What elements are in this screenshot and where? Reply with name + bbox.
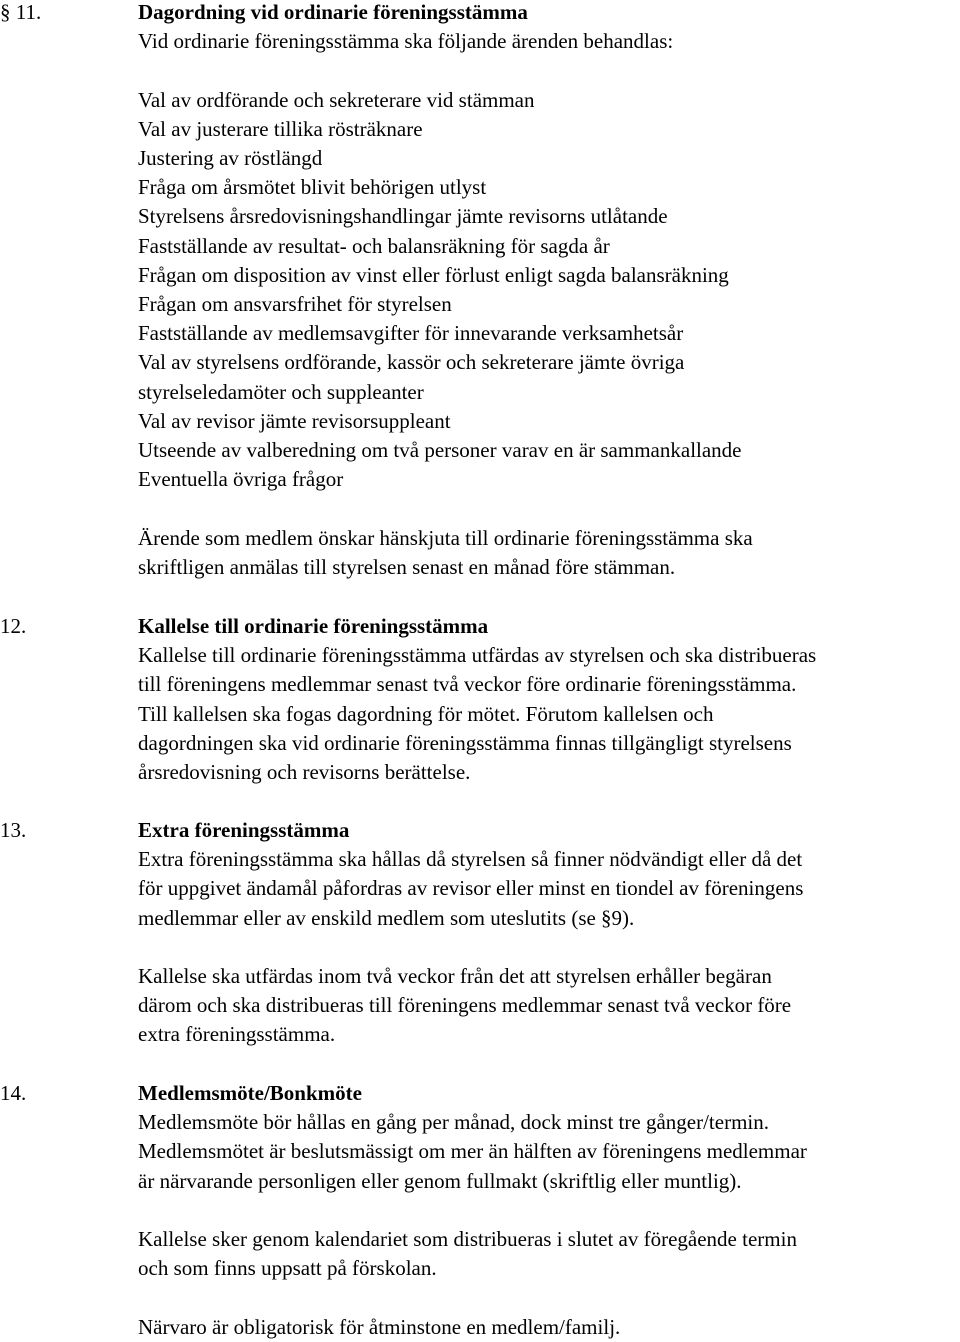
paragraph-line: dagordningen ska vid ordinarie föreningsstämma finnas tillgängligt styrelsens (138, 730, 792, 755)
agenda-item: Fastställande av medlemsavgifter för innevarande verksamhetsår (138, 321, 684, 346)
paragraph-line: är närvarande personligen eller genom fullmakt (skriftlig eller muntlig). (138, 1168, 742, 1193)
paragraph-line: för uppgivet ändamål påfordras av revisor eller minst en tiondel av föreningens (138, 876, 804, 901)
agenda-item: Utseende av valberedning om två personer varav en är sammankallande (138, 438, 742, 463)
section-content (138, 0, 960, 582)
agenda-item: Fråga om årsmötet blivit behörigen utlyst (138, 175, 487, 200)
agenda-item: Justering av röstlängd (138, 146, 323, 170)
agenda-item: styrelseledamöter och suppleanter (138, 379, 424, 404)
paragraph-line: extra föreningsstämma. (138, 1022, 336, 1047)
spacer (138, 494, 960, 523)
section-number: 13. (0, 818, 27, 842)
agenda-item: Eventuella övriga frågor (138, 467, 344, 492)
agenda-item: Val av ordförande och sekreterare vid stämman (138, 87, 535, 112)
section-number: 14. (0, 1081, 27, 1105)
section-number: 12. (0, 614, 27, 638)
spacer (138, 1196, 960, 1225)
agenda-item: Fastställande av resultat- och balansräkning för sagda år (138, 233, 610, 258)
section-content (138, 816, 960, 1050)
agenda-item: Styrelsens årsredovisningshandlingar jämte revisorns utlåtande (138, 204, 668, 229)
spacer (138, 1283, 960, 1312)
paragraph-line: Närvaro är obligatorisk för åtminstone en medlem/familj. (138, 1314, 621, 1339)
paragraph-line: årsredovisning och revisorns berättelse. (138, 760, 471, 785)
section-heading: Dagordning vid ordinarie föreningsstämma (138, 0, 528, 24)
section-heading: Extra föreningsstämma (138, 818, 350, 842)
paragraph-line: Medlemsmötet är beslutsmässigt om mer än hälften av föreningens medlemmar (138, 1139, 807, 1164)
section-content (138, 612, 960, 787)
paragraph-line: Medlemsmöte bör hållas en gång per månad, dock minst tre gånger/termin. (138, 1110, 769, 1135)
paragraph-line: Extra föreningsstämma ska hållas då styrelsen så finner nödvändigt eller då det (138, 847, 803, 872)
closing-line: skriftligen anmälas till styrelsen senast en månad före stämman. (138, 554, 676, 579)
spacer (138, 933, 960, 962)
agenda-list (138, 86, 960, 495)
section-heading: Medlemsmöte/Bonkmöte (138, 1081, 362, 1105)
agenda-item: Frågan om disposition av vinst eller förlust enligt sagda balansräkning (138, 262, 729, 287)
spacer (138, 56, 960, 85)
section-content (138, 1079, 960, 1342)
section-heading: Kallelse till ordinarie föreningsstämma (138, 614, 489, 638)
paragraph-line: därom och ska distribueras till föreningens medlemmar senast två veckor före (138, 993, 792, 1018)
agenda-item: Val av justerare tillika rösträknare (138, 116, 423, 141)
closing-line: Ärende som medlem önskar hänskjuta till ordinarie föreningsstämma ska (138, 525, 753, 550)
paragraph-line: och som finns uppsatt på förskolan. (138, 1256, 437, 1281)
agenda-item: Val av revisor jämte revisorsuppleant (138, 408, 451, 433)
section-number: § 11. (0, 0, 42, 24)
agenda-item: Frågan om ansvarsfrihet för styrelsen (138, 292, 452, 317)
paragraph-line: Kallelse sker genom kalendariet som distribueras i slutet av föregående termin (138, 1227, 797, 1251)
paragraph-line: medlemmar eller av enskild medlem som uteslutits (se §9). (138, 905, 635, 930)
section-intro: Vid ordinarie föreningsstämma ska följande ärenden behandlas: (138, 29, 674, 54)
paragraph-line: till föreningens medlemmar senast två veckor före ordinarie föreningsstämma. (138, 672, 797, 697)
agenda-item: Val av styrelsens ordförande, kassör och sekreterare jämte övriga (138, 350, 685, 375)
paragraph-line: Till kallelsen ska fogas dagordning för mötet. Förutom kallelsen och (138, 701, 714, 726)
paragraph-line: Kallelse till ordinarie föreningsstämma utfärdas av styrelsen och ska distribueras (138, 643, 817, 668)
paragraph-line: Kallelse ska utfärdas inom två veckor från det att styrelsen erhåller begäran (138, 964, 772, 988)
